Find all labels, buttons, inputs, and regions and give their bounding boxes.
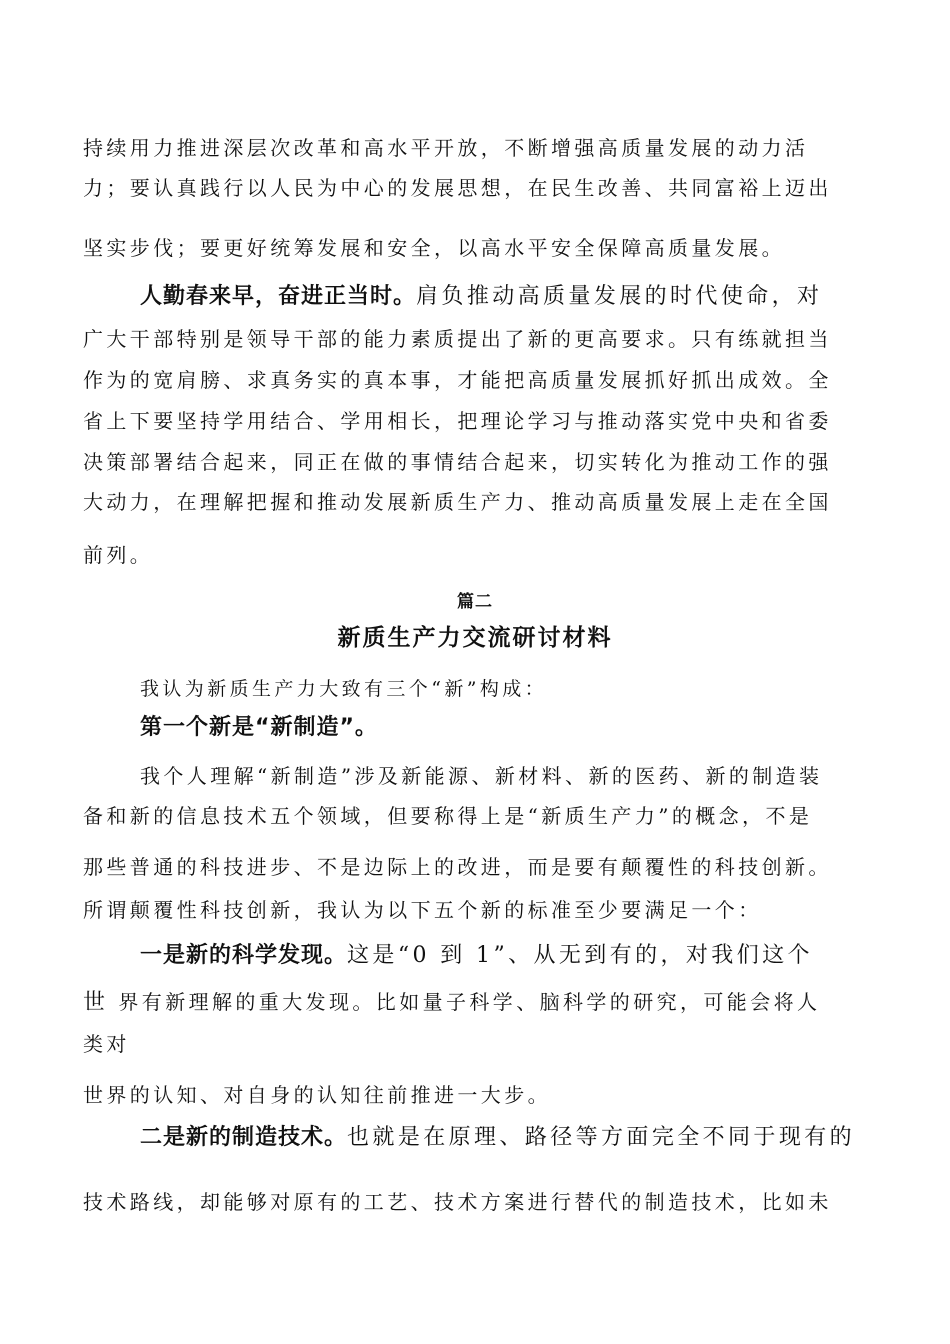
text-line: 力；要认真践行以人民为中心的发展思想，在民生改善、共同富裕上迈出 [83, 176, 832, 200]
text-line: 大动力，在理解把握和推动发展新质生产力、推动高质量发展上走在全国 [83, 490, 832, 514]
text-line: 我个人理解“新制造”涉及新能源、新材料、新的医药、新的制造装 [140, 764, 823, 788]
text-line: 那些普通的科技进步、不是边际上的改进，而是要有颠覆性的科技创新。 [83, 855, 832, 879]
text-span: 这是“0 到 1”、从无到有的，对我们这个 [347, 943, 813, 968]
subheading: 第一个新是“新制造”。 [140, 715, 378, 740]
bold-lead: 人勤春来早，奋进正当时。 [140, 284, 417, 309]
text-line: 持续用力推进深层次改革和高水平开放，不断增强高质量发展的动力活 [83, 136, 809, 160]
text-line [83, 990, 820, 1015]
paragraph-first-line [140, 1125, 855, 1150]
text-line: 作为的宽肩膀、求真务实的真本事，才能把高质量发展抓好抓出成效。全 [83, 368, 832, 392]
text-line: 类对 [83, 1032, 130, 1056]
text-line: 省上下要坚持学用结合、学用相长，把理论学习与推动落实党中央和省委 [83, 409, 832, 433]
text-line: 备和新的信息技术五个领域，但要称得上是“新质生产力”的概念，不是 [83, 804, 813, 828]
paragraph-first-line [140, 284, 822, 309]
text-line: 前列。 [83, 543, 154, 567]
bold-lead: 二是新的制造技术。 [140, 1125, 348, 1150]
text-span: 世 [83, 990, 109, 1015]
text-line: 所谓颠覆性科技创新，我认为以下五个新的标准至少要满足一个： [83, 898, 762, 922]
text-line: 世界的认知、对自身的认知往前推进一大步。 [83, 1083, 551, 1107]
paragraph-first-line [140, 943, 813, 968]
text-span: 也就是在原理、路径等方面完全不同于现有的 [347, 1125, 856, 1150]
text-line: 广大干部特别是领导干部的能力素质提出了新的更高要求。只有练就担当 [83, 327, 832, 351]
bold-lead: 一是新的科学发现。 [140, 943, 348, 968]
text-line: 技术路线，却能够对原有的工艺、技术方案进行替代的制造技术，比如未 [83, 1190, 832, 1214]
text-line: 坚实步伐；要更好统筹发展和安全，以高水平安全保障高质量发展。 [83, 236, 785, 260]
text-span: 界有新理解的重大发现。比如量子科学、脑科学的研究，可能会将人 [118, 990, 821, 1014]
section-label: 篇二 [457, 592, 493, 612]
text-line: 决策部署结合起来，同正在做的事情结合起来，切实转化为推动工作的强 [83, 450, 832, 474]
section-title: 新质生产力交流研讨材料 [337, 625, 613, 651]
text-line: 我认为新质生产力大致有三个“新”构成： [140, 678, 548, 700]
text-span: 肩负推动高质量发展的时代使命，对 [416, 284, 823, 309]
